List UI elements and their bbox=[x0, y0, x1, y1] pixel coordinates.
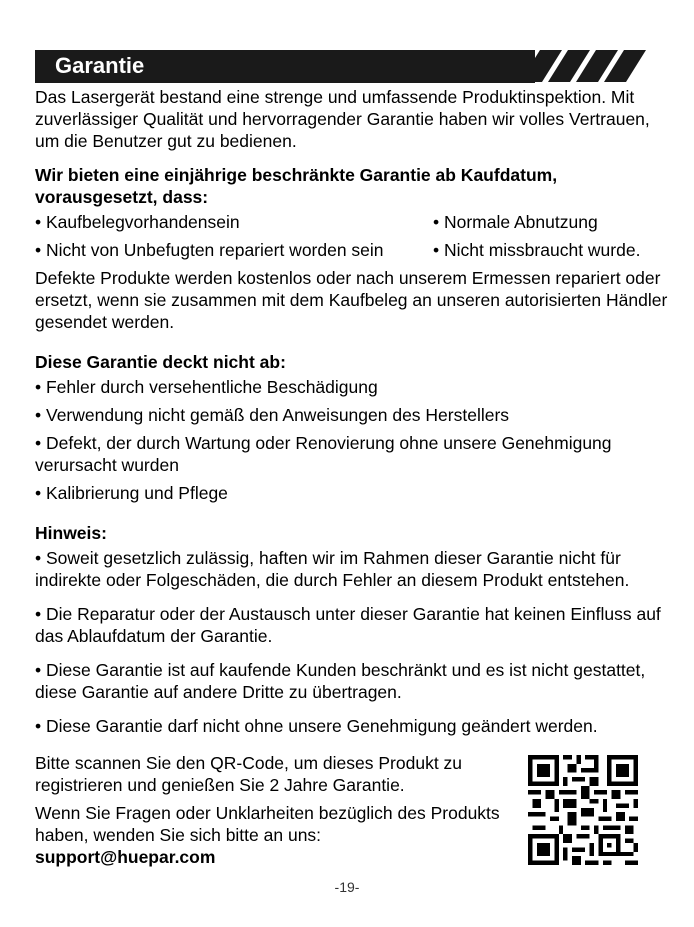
condition-item: • Nicht missbraucht wurde. bbox=[433, 240, 641, 260]
offer-paragraph: Defekte Produkte werden kostenlos oder nach unserem Ermessen repariert oder ersetzt, wenn sie zusammen mit dem Kaufbeleg an unseren autorisierten Händler gesendet werden. bbox=[35, 268, 668, 332]
note-item: • Diese Garantie ist auf kaufende Kunden beschränkt und es ist nicht gestattet, diese Garantie auf andere Dritte zu übertragen. bbox=[35, 660, 646, 702]
support-email[interactable]: support@huepar.com bbox=[35, 847, 216, 867]
offer-heading: Wir bieten eine einjährige beschränkte Garantie ab Kaufdatum, vorausgesetzt, dass: bbox=[35, 165, 558, 207]
contact-instruction: Wenn Sie Fragen oder Unklarheiten bezüglich des Produkts haben, wenden Sie sich bitte an uns: bbox=[35, 803, 500, 845]
note-item: • Die Reparatur oder der Austausch unter dieser Garantie hat keinen Einfluss auf das Ablaufdatum der Garantie. bbox=[35, 604, 661, 646]
exclusion-item: • Defekt, der durch Wartung oder Renovierung ohne unsere Genehmigung verursacht wurden bbox=[35, 433, 612, 475]
scan-instruction: Bitte scannen Sie den QR-Code, um dieses Produkt zu registrieren und genießen Sie 2 Jahre Garantie. bbox=[35, 753, 463, 795]
condition-item: • Nicht von Unbefugten repariert worden sein bbox=[35, 240, 384, 260]
header-stripes-decoration bbox=[520, 46, 650, 86]
exclusion-item: • Verwendung nicht gemäß den Anweisungen des Herstellers bbox=[35, 405, 510, 425]
notes-heading: Hinweis: bbox=[35, 523, 107, 543]
page-content bbox=[35, 86, 675, 737]
qr-code-image bbox=[528, 755, 638, 865]
intro-paragraph: Das Lasergerät bestand eine strenge und umfassende Produktinspektion. Mit zuverlässiger Qualität und hervorragender Garantie haben wir volles Vertrauen, um die Benutzer gut zu bedienen. bbox=[35, 87, 650, 151]
section-title: Garantie bbox=[55, 53, 145, 78]
condition-row bbox=[35, 211, 675, 233]
condition-item: • Normale Abnutzung bbox=[433, 212, 598, 232]
exclusion-item: • Fehler durch versehentliche Beschädigung bbox=[35, 377, 378, 397]
condition-row bbox=[35, 239, 675, 261]
exclusions-heading: Diese Garantie deckt nicht ab: bbox=[35, 352, 286, 372]
note-item: • Diese Garantie darf nicht ohne unsere Genehmigung geändert werden. bbox=[35, 716, 598, 736]
condition-item: • Kaufbelegvorhandensein bbox=[35, 212, 240, 232]
registration-section bbox=[35, 752, 505, 868]
note-item: • Soweit gesetzlich zulässig, haften wir im Rahmen dieser Garantie nicht für indirekte oder Folgeschäden, die durch Fehler an diesem Produkt entstehen. bbox=[35, 548, 630, 590]
page-number: -19- bbox=[334, 879, 360, 895]
exclusion-item: • Kalibrierung und Pflege bbox=[35, 483, 228, 503]
section-header bbox=[35, 50, 535, 83]
